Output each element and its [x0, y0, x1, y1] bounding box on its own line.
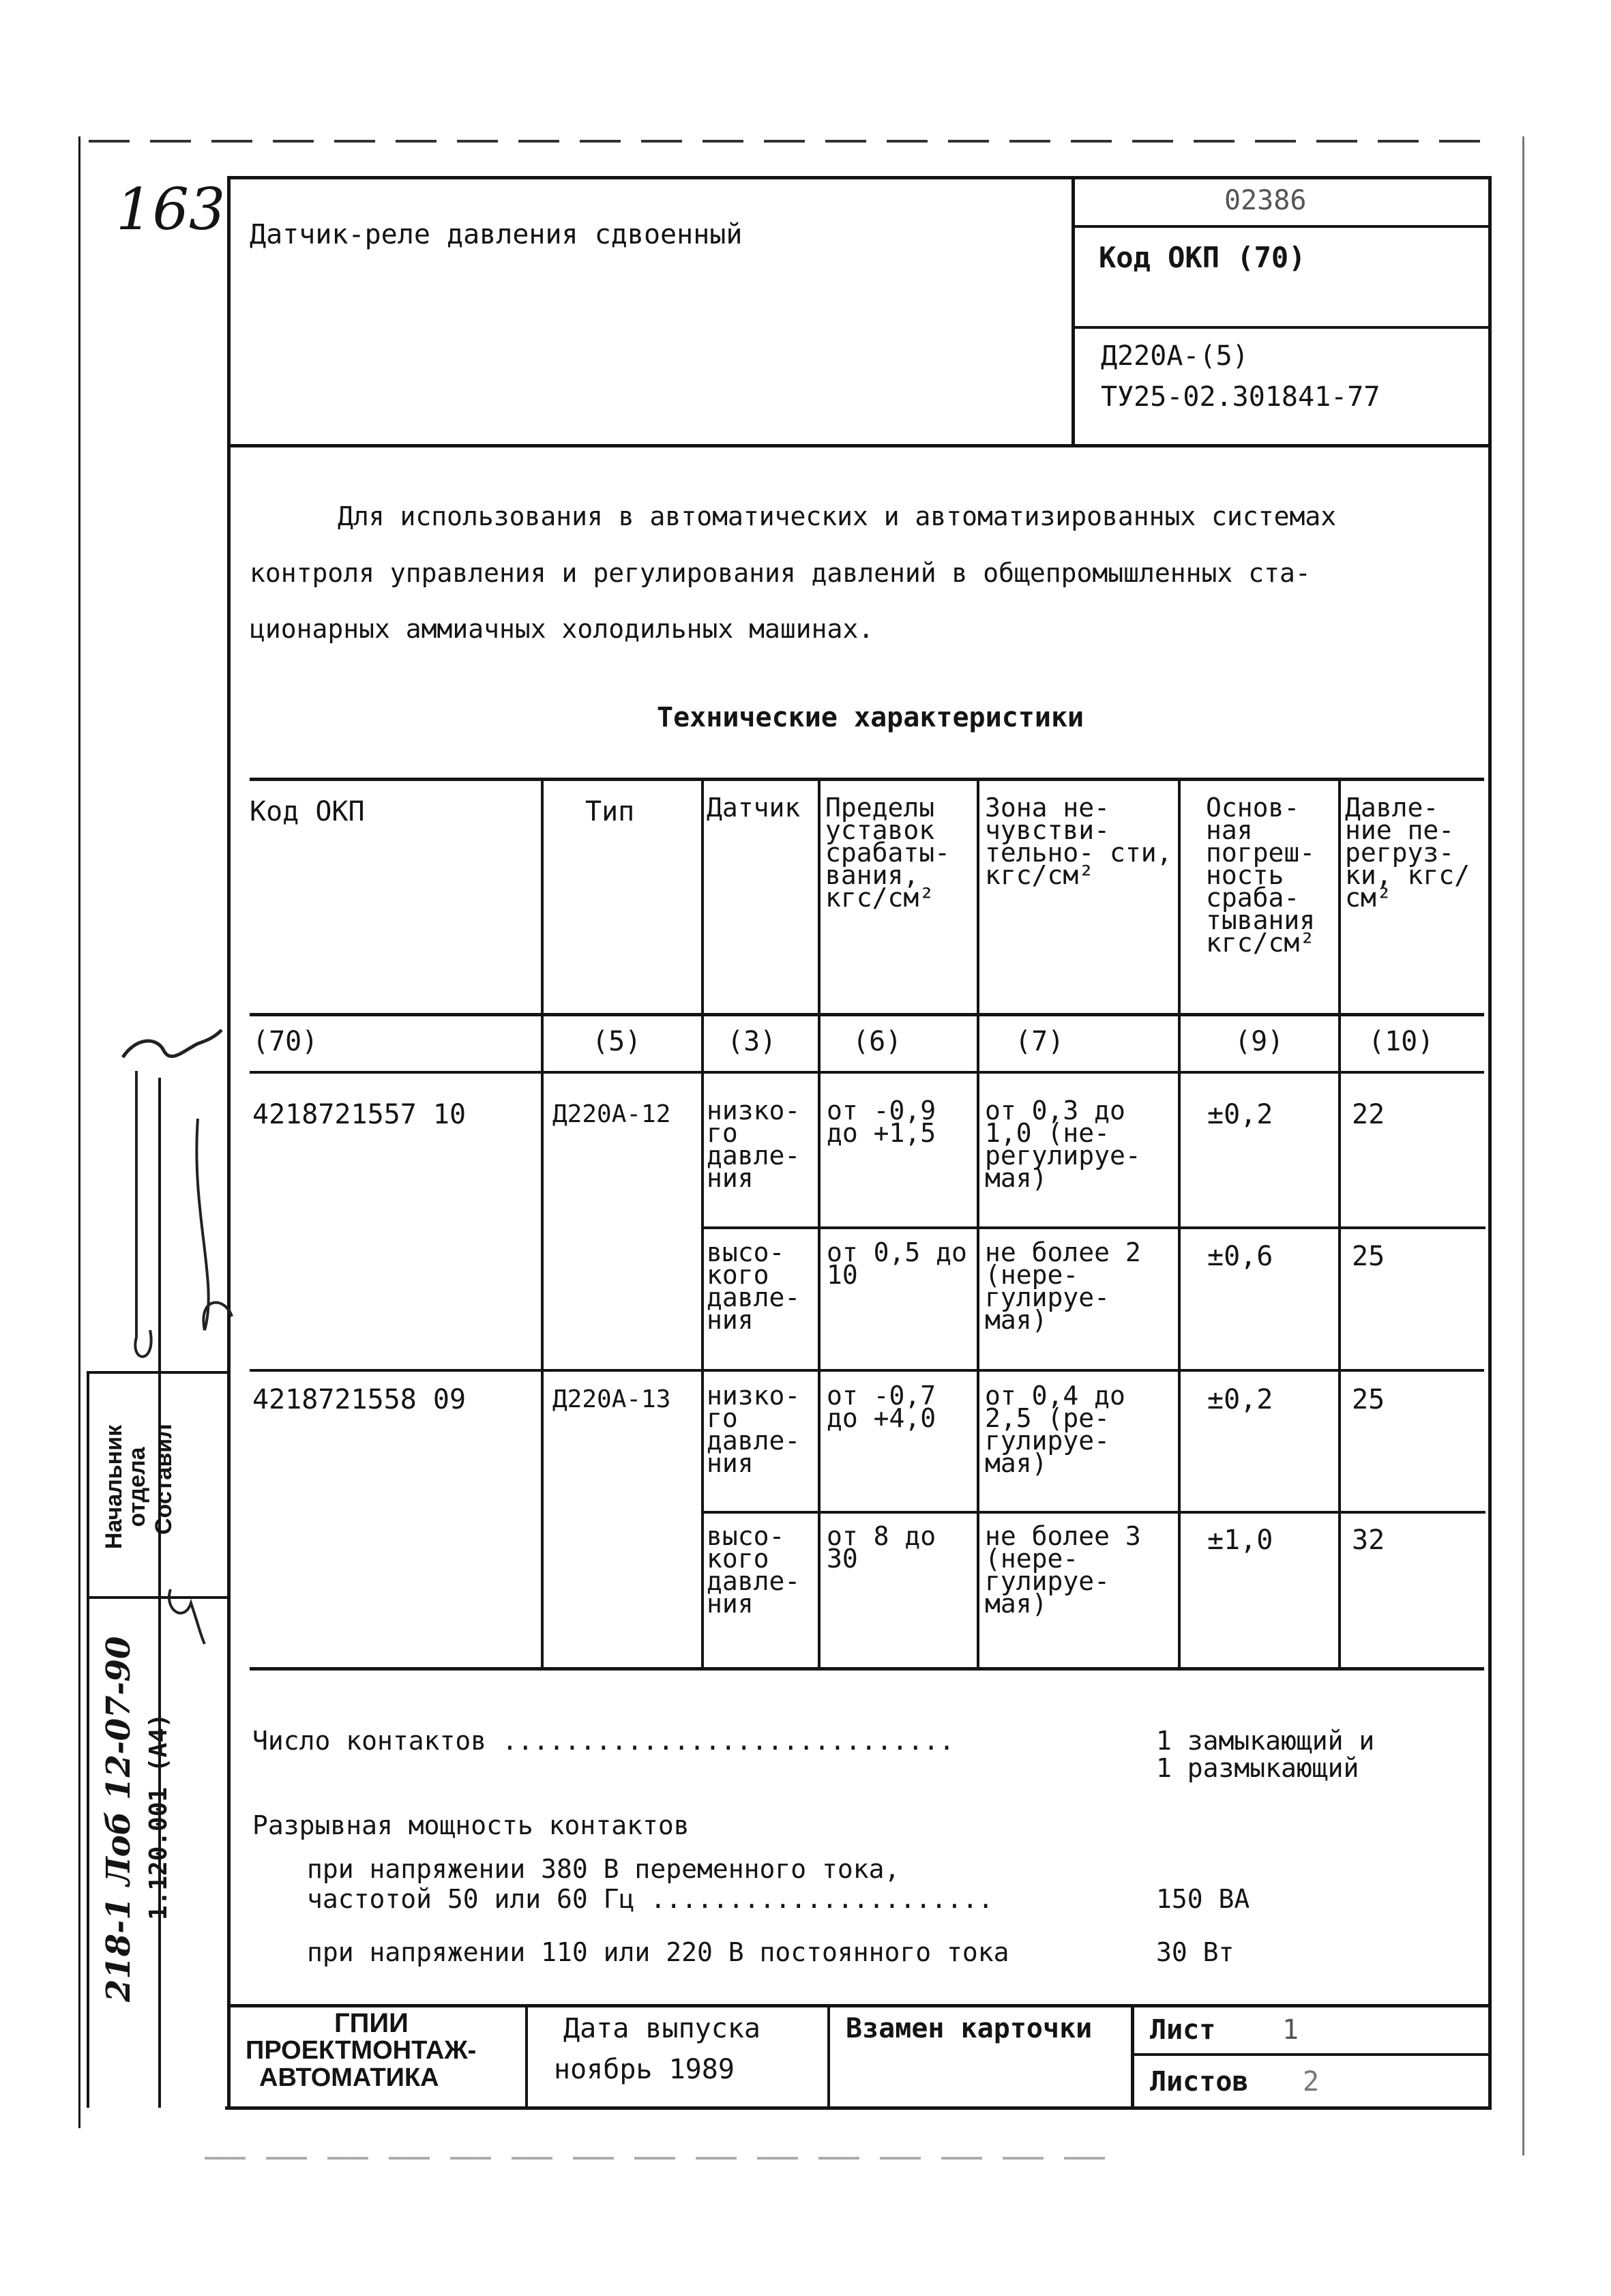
- row1-overload: 22: [1352, 1099, 1385, 1130]
- footer-col-line-3: [1131, 2005, 1134, 2108]
- header-overload: Давле- ние пе- регруз- ки, кгс/см²: [1345, 793, 1470, 913]
- code-box-line-1: [1073, 225, 1490, 228]
- footer-sheet-divider: [1132, 2053, 1490, 2056]
- frame-right: [1488, 176, 1492, 2110]
- org-line-2: ПРОЕКТМОНТАЖ-: [246, 2036, 477, 2065]
- tu-number: ТУ25-02.301841-77: [1101, 381, 1380, 413]
- row1-limits: от -0,9 до +1,5: [827, 1095, 936, 1148]
- tech-title: Технические характеристики: [657, 702, 1084, 733]
- code-error: (9): [1235, 1026, 1284, 1057]
- header-sensor: Датчик: [707, 793, 801, 823]
- header-limits: Пределы уставок срабаты- вания, кгс/см²: [825, 793, 951, 913]
- page-number: 163: [116, 176, 226, 243]
- footer-col-line-1: [525, 2005, 528, 2108]
- header-vertical: [1071, 176, 1075, 446]
- signature-line-1: [135, 1071, 151, 1357]
- header-error: Основ- ная погреш- ность сраба- тывания кгс/см²: [1206, 793, 1316, 958]
- code-okp: (70): [252, 1026, 319, 1057]
- breaking-label: Разрывная мощность контактов: [252, 1810, 690, 1840]
- head-of-department-label: Начальник отдела: [101, 1424, 150, 1550]
- org-line-1: ГПИИ: [334, 2008, 409, 2038]
- signature-strokes: [82, 1010, 239, 1692]
- sheet-label: Лист: [1150, 2014, 1216, 2046]
- signature-initials: [169, 1589, 205, 1644]
- code-limits: (6): [853, 1026, 902, 1057]
- table-col-line-4: [977, 779, 979, 1668]
- issue-value: ноябрь 1989: [554, 2054, 735, 2085]
- code-overload: (10): [1368, 1026, 1434, 1057]
- code-box-line-2: [1073, 326, 1490, 329]
- contacts-label: Число контактов .............................: [252, 1726, 955, 1756]
- table-row-line-2: [250, 1369, 1484, 1372]
- row4-sensor: высо- кого давле- ния: [707, 1521, 801, 1619]
- scan-bottom-edge: [205, 2157, 1105, 2160]
- header-zone: Зона не- чувстви- тельно- сти, кгс/см²: [985, 793, 1172, 890]
- scan-top-edge: [89, 140, 1480, 143]
- description-line-3: ционарных аммиачных холодильных машинах.: [250, 614, 874, 644]
- description-line-1: Для использования в автоматических и автоматизированных системах: [338, 501, 1337, 531]
- ac-line-2: частотой 50 или 60 Гц ......................: [307, 1884, 994, 1914]
- signature-zue: [123, 1030, 222, 1057]
- header-okp: Код ОКП: [250, 796, 365, 827]
- row4-zone: не более 3 (нере- гулируе- мая): [985, 1521, 1141, 1619]
- card-number: 02386: [1224, 185, 1307, 216]
- row3-overload: 25: [1352, 1384, 1385, 1415]
- sheet-value: 1: [1282, 2014, 1299, 2046]
- table-col-line-5: [1178, 779, 1181, 1668]
- doc-code: 1.120.001 (А4): [145, 1713, 173, 1920]
- table-col-line-2: [701, 779, 704, 1668]
- frame-top: [229, 176, 1491, 179]
- row3-limits: от -0,7 до +4,0: [827, 1381, 936, 1433]
- scan-right-edge: [1522, 136, 1524, 2155]
- table-codes-bottom-line: [250, 1071, 1484, 1074]
- replace-label: Взамен карточки: [846, 2013, 1093, 2044]
- row3-okp: 4218721558 09: [252, 1384, 467, 1415]
- row3-type: Д220А-13: [552, 1385, 671, 1413]
- code-sensor: (3): [727, 1026, 777, 1057]
- frame-bottom: [225, 2106, 1491, 2110]
- table-col-line-6: [1338, 779, 1341, 1668]
- row1-zone: от 0,3 до 1,0 (не- регулируе- мая): [985, 1095, 1141, 1193]
- row4-limits: от 8 до 30: [827, 1521, 936, 1574]
- table-top-line: [250, 778, 1484, 781]
- description-line-2: контроля управления и регулирования давлений в общепромышленных ста-: [250, 558, 1311, 588]
- dc-value: 30 Вт: [1156, 1937, 1235, 1967]
- row1-error: ±0,2: [1207, 1099, 1273, 1130]
- row3-sensor: низко- го давле- ния: [707, 1381, 801, 1478]
- contacts-value-1: 1 замыкающий и: [1156, 1726, 1375, 1756]
- code-zone: (7): [1015, 1026, 1065, 1057]
- header-divider: [229, 444, 1491, 447]
- issue-label: Дата выпуска: [563, 2013, 760, 2044]
- scan-left-edge: [78, 136, 80, 2128]
- row3-zone: от 0,4 до 2,5 (ре- гулируе- мая): [985, 1381, 1125, 1478]
- table-codes-top-line: [250, 1013, 1484, 1016]
- type-designation: Д220А-(5): [1101, 340, 1249, 372]
- header-type: Тип: [585, 796, 635, 827]
- row1-type: Д220А-12: [552, 1100, 671, 1128]
- okp-code-label: Код ОКП (70): [1099, 241, 1306, 274]
- code-type: (5): [592, 1026, 642, 1057]
- ac-line-1: при напряжении 380 В переменного тока,: [307, 1854, 900, 1884]
- dc-line: при напряжении 110 или 220 В постоянного тока: [307, 1937, 1009, 1967]
- footer-col-line-2: [827, 2005, 830, 2108]
- row2-overload: 25: [1352, 1241, 1385, 1272]
- row2-error: ±0,6: [1207, 1241, 1273, 1272]
- row2-zone: не более 2 (нере- гулируе- мая): [985, 1237, 1141, 1335]
- row1-sensor: низко- го давле- ния: [707, 1095, 801, 1193]
- table-bottom-line: [250, 1667, 1484, 1671]
- footer-top-line: [229, 2004, 1491, 2007]
- contacts-value-2: 1 размыкающий: [1156, 1753, 1359, 1783]
- row2-sensor: высо- кого давле- ния: [707, 1237, 801, 1335]
- sheets-label: Листов: [1150, 2066, 1249, 2098]
- org-line-3: АВТОМАТИКА: [259, 2063, 439, 2092]
- table-col-line-3: [818, 779, 821, 1668]
- author-label: Составил: [151, 1424, 177, 1535]
- signature-line-2: [196, 1119, 232, 1330]
- product-name: Датчик-реле давления сдвоенный: [250, 219, 743, 250]
- row4-overload: 32: [1352, 1525, 1385, 1556]
- ac-value: 150 ВА: [1156, 1884, 1250, 1914]
- row1-okp: 4218721557 10: [252, 1099, 467, 1130]
- table-col-line-1: [541, 779, 544, 1668]
- row2-limits: от 0,5 до 10: [827, 1237, 967, 1290]
- row4-error: ±1,0: [1207, 1525, 1273, 1556]
- handwritten-date: 218-1 Лоб 12-07-90: [100, 1636, 138, 2002]
- row3-error: ±0,2: [1207, 1384, 1273, 1415]
- sheets-value: 2: [1303, 2066, 1320, 2098]
